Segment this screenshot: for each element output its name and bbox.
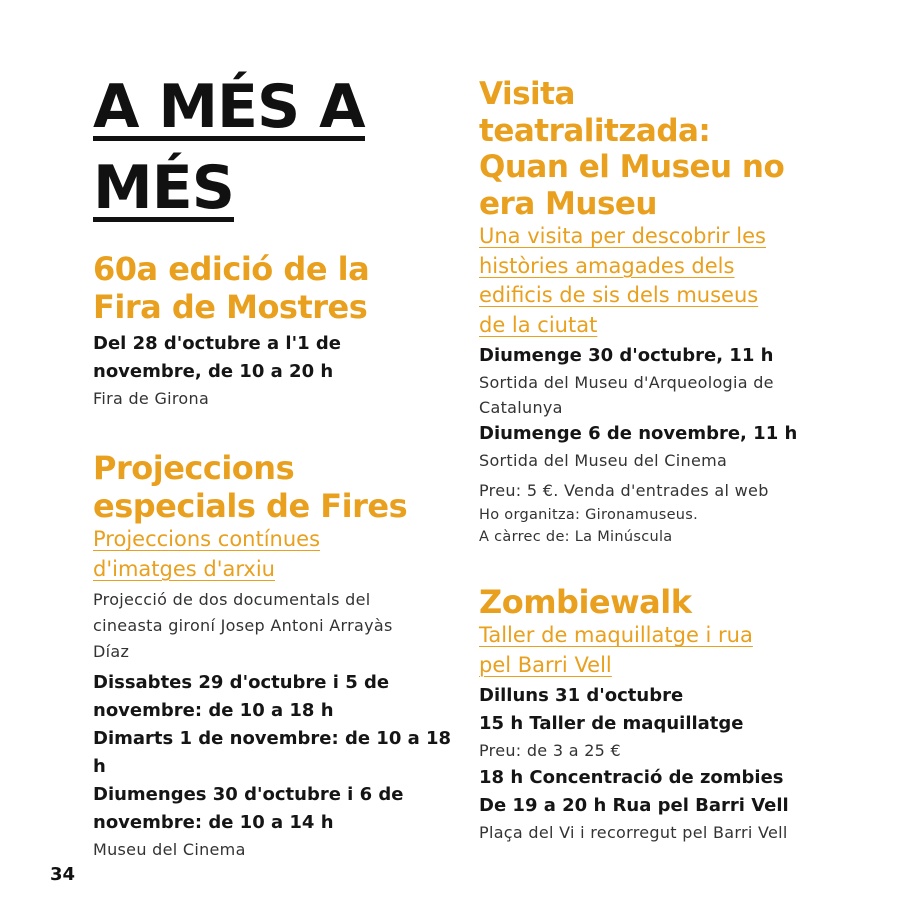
visita-date-1: Diumenge 30 d'octubre, 11 h: [479, 345, 774, 366]
projeccions-sched2: Dimarts 1 de novembre: de 10 a 18 h: [93, 728, 452, 777]
visita-heading-1: Visita: [479, 76, 575, 112]
zombie-rua: De 19 a 20 h Rua pel Barri Vell: [479, 795, 789, 816]
zombie-heading: Zombiewalk: [479, 583, 692, 621]
zombie-taller: 15 h Taller de maquillatge: [479, 713, 744, 734]
visita-link-3[interactable]: edificis de sis dels museus: [479, 283, 759, 307]
projeccions-sched3-1: Diumenges 30 d'octubre i 6 de: [93, 784, 404, 805]
projeccions-sched1-1: Dissabtes 29 d'octubre i 5 de: [93, 672, 390, 693]
zombie-price: Preu: de 3 a 25 €: [479, 741, 622, 760]
projeccions-desc-1: Projecció de dos documentals del: [93, 590, 371, 609]
visita-charge: A càrrec de: La Minúscula: [479, 529, 673, 545]
fira-dates-2: novembre, de 10 a 20 h: [93, 361, 334, 382]
visita-heading-4: era Museu: [479, 185, 657, 222]
visita-heading-3: Quan el Museu no: [479, 149, 785, 185]
visita-section: [479, 76, 839, 548]
visita-place-1a: Sortida del Museu d'Arqueologia de: [479, 373, 774, 392]
fira-place: Fira de Girona: [93, 389, 210, 408]
fira-heading-2: Fira de Mostres: [93, 288, 368, 326]
zombie-concentracio: 18 h Concentració de zombies: [479, 767, 784, 788]
projeccions-link-1[interactable]: Projeccions contínues: [93, 527, 321, 551]
projeccions-heading-1: Projeccions: [93, 449, 295, 487]
visita-link-1[interactable]: Una visita per descobrir les: [479, 224, 766, 248]
visita-link-4[interactable]: de la ciutat: [479, 312, 598, 337]
zombie-date: Dilluns 31 d'octubre: [479, 685, 684, 706]
zombie-link-1[interactable]: Taller de maquillatge i rua: [479, 623, 753, 647]
visita-price: Preu: 5 €. Venda d'entrades al web: [479, 481, 769, 500]
projeccions-section: [93, 449, 463, 863]
fira-heading-1: 60a edició de la: [93, 250, 370, 288]
visita-link-2[interactable]: històries amagades dels: [479, 253, 735, 278]
title-line-1: A MÉS A: [93, 72, 365, 142]
projeccions-place: Museu del Cinema: [93, 840, 246, 859]
visita-heading-2: teatralitzada:: [479, 112, 711, 149]
visita-place-2: Sortida del Museu del Cinema: [479, 451, 728, 470]
zombie-place: Plaça del Vi i recorregut pel Barri Vell: [479, 823, 788, 842]
zombie-section: [479, 583, 839, 846]
visita-place-1b: Catalunya: [479, 398, 563, 417]
projeccions-heading-2: especials de Fires: [93, 487, 408, 525]
projeccions-link-2[interactable]: d'imatges d'arxiu: [93, 556, 275, 581]
projeccions-sched3-2: novembre: de 10 a 14 h: [93, 812, 334, 833]
zombie-link-2[interactable]: pel Barri Vell: [479, 652, 612, 677]
visita-org: Ho organitza: Gironamuseus.: [479, 507, 699, 523]
visita-date-2: Diumenge 6 de novembre, 11 h: [479, 423, 798, 444]
projeccions-desc-3: Díaz: [93, 642, 130, 661]
fira-dates-1: Del 28 d'octubre a l'1 de: [93, 333, 341, 354]
projeccions-sched1-2: novembre: de 10 a 18 h: [93, 700, 334, 721]
page-number: 34: [50, 864, 76, 885]
fira-section: [93, 250, 443, 412]
projeccions-desc-2: cineasta gironí Josep Antoni Arrayàs: [93, 616, 393, 635]
title-line-2: MÉS: [93, 153, 234, 223]
page-title: [93, 72, 365, 234]
